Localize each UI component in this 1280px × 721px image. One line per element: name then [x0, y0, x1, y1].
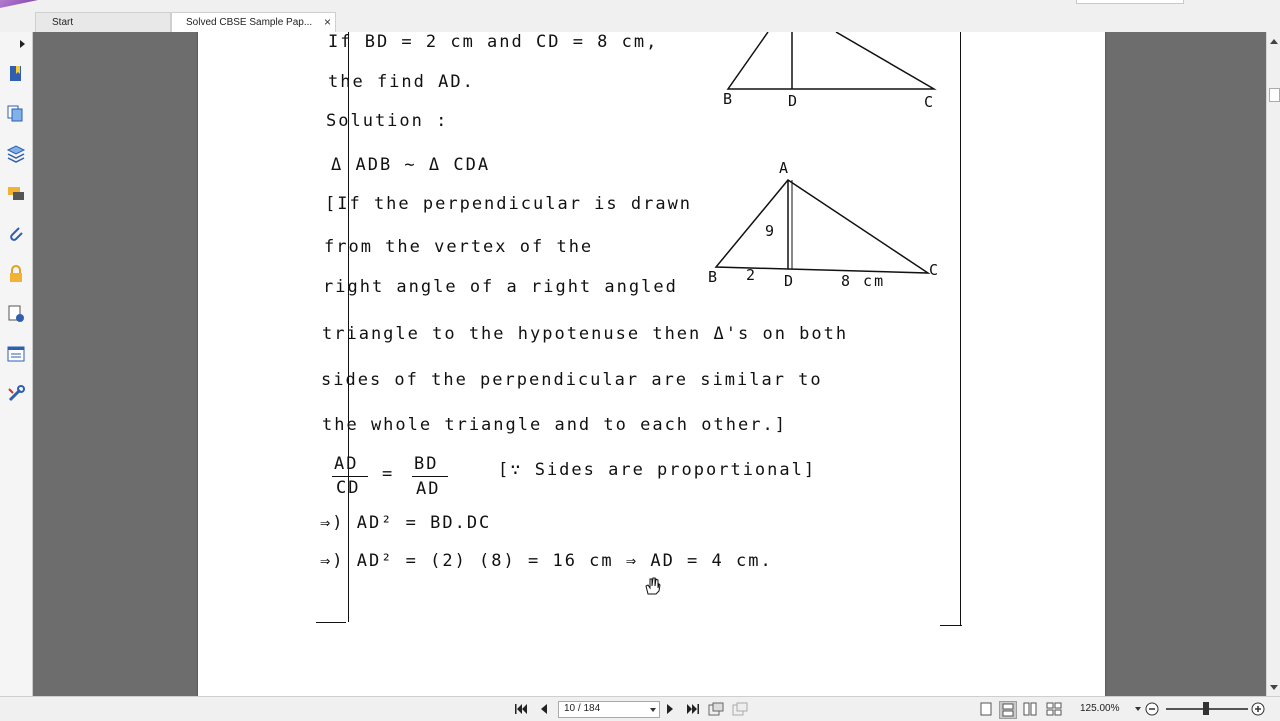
- first-page-icon[interactable]: [514, 701, 530, 717]
- zoom-in-icon[interactable]: [1250, 701, 1266, 717]
- triangle-figure-top: [718, 32, 948, 122]
- fit-page-icon[interactable]: [708, 701, 724, 717]
- fig2-label-d: D: [784, 272, 796, 290]
- attachments-icon[interactable]: [6, 224, 26, 244]
- tab-document-label: Solved CBSE Sample Pap...: [186, 17, 313, 28]
- page-frame-bottom-right: [940, 625, 962, 626]
- continuous-view-icon[interactable]: [999, 701, 1017, 719]
- scroll-down-icon[interactable]: [1270, 685, 1278, 690]
- next-page-icon[interactable]: [662, 701, 678, 717]
- triangle-figure: [708, 172, 948, 282]
- tab-start-label: Start: [52, 17, 74, 28]
- zoom-level[interactable]: 125.00%: [1080, 703, 1120, 714]
- page-number-field[interactable]: [558, 701, 660, 718]
- bookmarks-icon[interactable]: [6, 64, 26, 84]
- layers-icon[interactable]: [6, 144, 26, 164]
- fig2-label-right-angle: 9: [765, 222, 777, 240]
- close-tab-icon[interactable]: ×: [323, 15, 331, 29]
- fraction-1-numerator: AD: [334, 454, 359, 474]
- pdf-page: [198, 32, 1105, 696]
- step-line-2: ⇒) AD² = (2) (8) = 16 cm ⇒ AD = 4 cm.: [320, 551, 773, 571]
- fraction-1-denominator: CD: [336, 478, 361, 498]
- scroll-up-icon[interactable]: [1270, 39, 1278, 44]
- vertical-scrollbar[interactable]: [1266, 32, 1280, 696]
- fig2-label-a: A: [779, 159, 791, 177]
- tab-start[interactable]: [35, 12, 171, 33]
- proportional-reason: [∵ Sides are proportional]: [498, 460, 817, 480]
- fig2-label-dc: 8 cm: [841, 272, 886, 290]
- status-bar: [0, 696, 1280, 721]
- continuous-facing-view-icon[interactable]: [1046, 701, 1062, 717]
- fig2-label-c: C: [929, 261, 941, 279]
- fig2-label-bd: 2: [746, 266, 758, 284]
- page-frame-right: [960, 32, 961, 626]
- theorem-line-5: sides of the perpendicular are similar to: [321, 370, 823, 390]
- fraction-1-bar: [332, 476, 368, 477]
- page-frame-bottom: [316, 622, 346, 623]
- theorem-line-4: triangle to the hypotenuse then Δ's on both: [322, 324, 849, 344]
- pages-icon[interactable]: [6, 104, 26, 124]
- question-line-2: the find AD.: [328, 72, 475, 92]
- document-viewport[interactable]: [33, 32, 1266, 696]
- step-line-1: ⇒) AD² = BD.DC: [320, 513, 492, 533]
- expand-pane-icon[interactable]: [20, 40, 25, 48]
- fraction-2-bar: [412, 476, 448, 477]
- theorem-line-2: from the vertex of the: [324, 237, 594, 257]
- theorem-line-6: the whole triangle and to each other.]: [322, 415, 787, 435]
- fig2-label-b: B: [708, 268, 720, 286]
- last-page-icon[interactable]: [684, 701, 700, 717]
- page-dropdown-icon[interactable]: [650, 708, 656, 712]
- content-icon[interactable]: [6, 304, 26, 324]
- fraction-2-numerator: BD: [414, 454, 439, 474]
- fig1-label-c: C: [924, 93, 936, 111]
- security-icon[interactable]: [6, 264, 26, 284]
- scroll-thumb[interactable]: [1269, 88, 1280, 102]
- equals-sign: =: [382, 464, 395, 484]
- app-accent: [0, 0, 38, 8]
- question-line: If BD = 2 cm and CD = 8 cm,: [328, 32, 659, 52]
- facing-view-icon[interactable]: [1022, 701, 1038, 717]
- previous-page-icon[interactable]: [536, 701, 552, 717]
- fig1-label-d: D: [788, 92, 800, 110]
- solution-heading: Solution :: [326, 111, 449, 131]
- theorem-line-1: [If the perpendicular is drawn: [325, 194, 693, 214]
- tab-document[interactable]: [171, 12, 336, 34]
- fit-width-icon[interactable]: [732, 701, 748, 717]
- comments-icon[interactable]: [6, 184, 26, 204]
- similarity-statement: Δ ADB ∼ Δ CDA: [331, 155, 491, 175]
- tools-icon[interactable]: [6, 384, 26, 404]
- form-fields-icon[interactable]: [6, 344, 26, 364]
- search-box[interactable]: [1076, 0, 1184, 4]
- hand-cursor-icon: [643, 576, 661, 596]
- single-page-view-icon[interactable]: [978, 701, 994, 717]
- zoom-dropdown-icon[interactable]: [1135, 707, 1141, 711]
- fig1-label-b: B: [723, 90, 735, 108]
- fraction-2-denominator: AD: [416, 479, 441, 499]
- theorem-line-3: right angle of a right angled: [323, 277, 678, 297]
- page-number-value: 10 / 184: [564, 703, 601, 714]
- tab-bar: [0, 0, 1280, 33]
- zoom-out-icon[interactable]: [1144, 701, 1160, 717]
- navigation-pane: [0, 32, 33, 696]
- zoom-slider-thumb[interactable]: [1203, 702, 1209, 715]
